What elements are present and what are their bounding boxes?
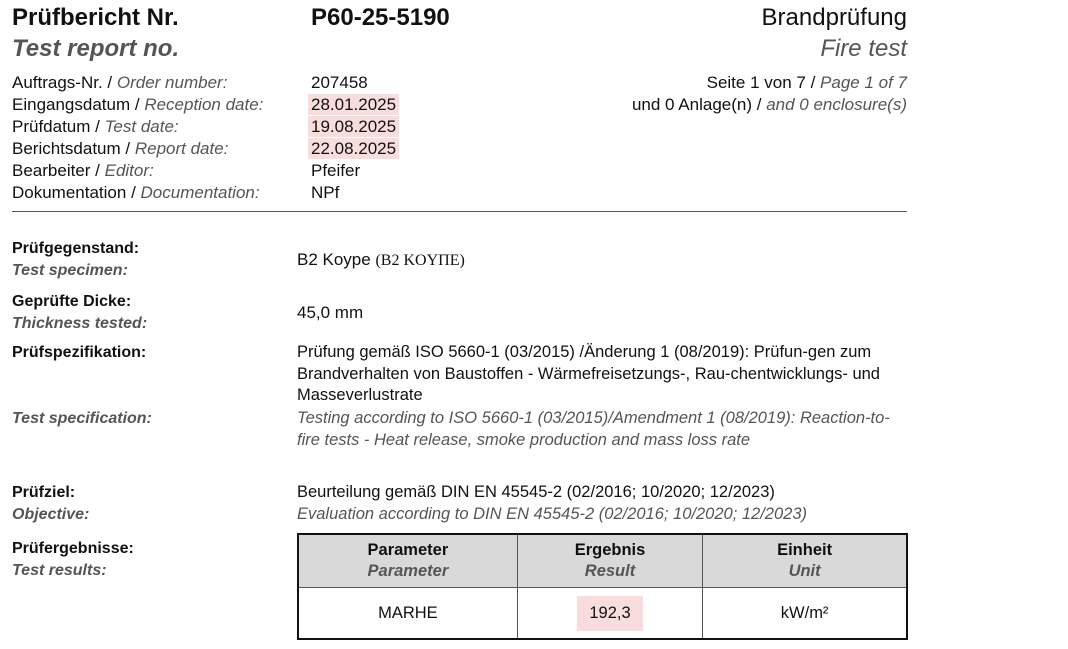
specification-label-en: Test specification: (12, 410, 152, 427)
specification-text-en: Testing according to ISO 5660-1 (03/2015)/Amendment 1 (08/2019): Reaction-to-fire tests - Heat release, smoke production and mass loss rate (297, 409, 890, 449)
objective-text-de: Beurteilung gemäß DIN EN 45545-2 (02/2016; 10/2020; 12/2023) (297, 483, 775, 501)
meta-label: Bearbeiter / Editor: (12, 161, 154, 180)
separator-line (12, 211, 907, 212)
cell-result (517, 588, 702, 640)
results-label-en: Test results: (12, 562, 107, 579)
enclosure-info: und 0 Anlage(n) / and 0 enclosure(s) (631, 95, 907, 114)
page-info: Seite 1 von 7 / Page 1 of 7 (706, 73, 907, 92)
specification-label-de: Prüfspezifikation: (12, 344, 147, 361)
meta-label: Eingangsdatum / Reception date: (12, 95, 264, 114)
cell-unit: kW/m² (703, 588, 907, 640)
meta-label: Prüfdatum / Test date: (12, 117, 179, 136)
results-label-de: Prüfergebnisse: (12, 540, 134, 557)
specimen-value: B2 Koype (B2 KOYΠE) (297, 250, 465, 269)
documentation-value: NPf (311, 183, 340, 202)
objective-text-en: Evaluation according to DIN EN 45545-2 (02/2016; 10/2020; 12/2023) (297, 505, 808, 523)
report-title-de: Prüfbericht Nr. (12, 4, 179, 31)
editor-value: Pfeifer (311, 161, 361, 180)
test-type-en: Fire test (820, 35, 907, 62)
results-table (297, 533, 908, 640)
reception-date-value: 28.01.2025 (308, 94, 399, 115)
column-header-result: Ergebnis Result (517, 534, 702, 588)
report-title-en: Test report no. (12, 35, 180, 62)
meta-label: Berichtsdatum / Report date: (12, 139, 229, 158)
specimen-label-en: Test specimen: (12, 262, 128, 279)
column-header-unit: Einheit Unit (703, 534, 907, 588)
specimen-label-de: Prüfgegenstand: (12, 240, 140, 257)
thickness-label-en: Thickness tested: (12, 315, 148, 332)
objective-label-de: Prüfziel: (12, 484, 76, 501)
report-date-value: 22.08.2025 (308, 138, 399, 159)
table-row (298, 588, 907, 640)
results-header-row (298, 534, 907, 588)
specification-text-de: Prüfung gemäß ISO 5660-1 (03/2015) /Änderung 1 (08/2019): Prüfun-gen zum Brandverhalten von Baustoffen - Wärmefreisetzungs-, Rau-chentwicklungs- und Masseverlustrate (297, 343, 880, 404)
objective-label-en: Objective: (12, 506, 90, 523)
order-number-value: 207458 (311, 73, 368, 92)
meta-label: Auftrags-Nr. / Order number: (12, 73, 228, 92)
cell-parameter: MARHE (298, 588, 517, 640)
thickness-label-de: Geprüfte Dicke: (12, 293, 132, 310)
meta-label: Dokumentation / Documentation: (12, 183, 260, 202)
thickness-value: 45,0 mm (297, 303, 364, 322)
result-value: 192,3 (577, 596, 642, 631)
test-date-value: 19.08.2025 (308, 116, 399, 137)
column-header-parameter: Parameter Parameter (298, 534, 517, 588)
report-number: P60-25-5190 (311, 4, 450, 31)
test-type-de: Brandprüfung (761, 4, 907, 31)
